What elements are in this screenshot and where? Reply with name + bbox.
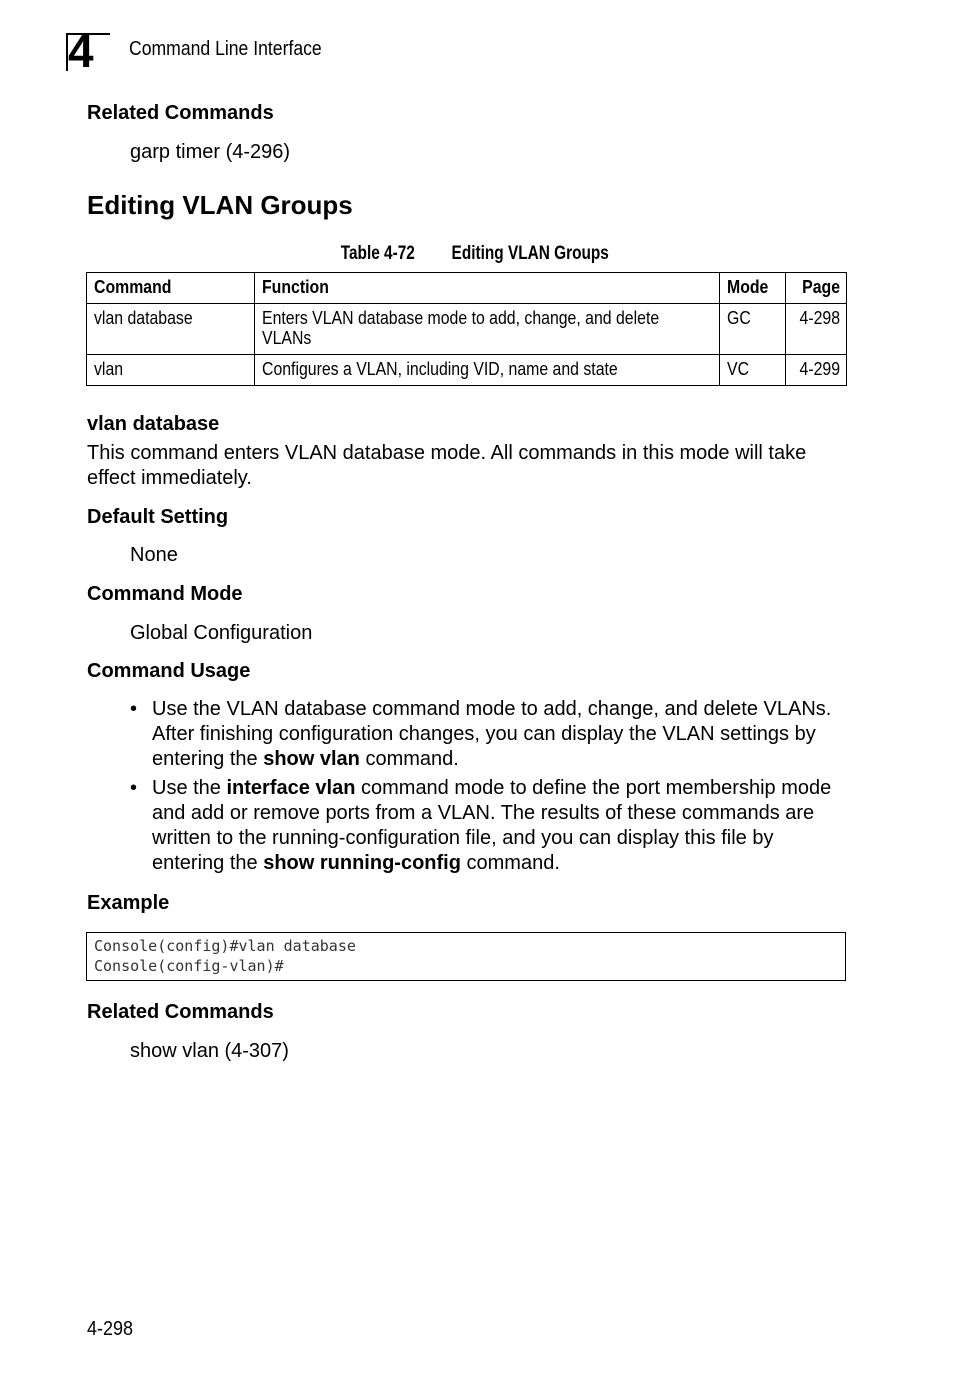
table-row bbox=[87, 304, 847, 355]
table-header-cell: Command bbox=[87, 273, 255, 304]
command-description: This command enters VLAN database mode. All commands in this mode will take effect immediately. bbox=[87, 442, 807, 489]
code-example bbox=[86, 932, 846, 981]
command-usage-list bbox=[130, 697, 850, 880]
table-caption-number: Table 4-72 bbox=[340, 243, 415, 264]
table-cell-function: Enters VLAN database mode to add, change, and delete VLANs bbox=[255, 304, 720, 355]
table-cell-command: vlan bbox=[87, 355, 255, 386]
table-header-cell: Function bbox=[255, 273, 720, 304]
table-row bbox=[87, 355, 847, 386]
list-item: • Use the interface vlan command mode to define the port membership mode and add or remove ports from a VLAN. The results of these commands are written to the running-configuration file, and you can display this file by entering the show running-config command. bbox=[130, 776, 850, 876]
related-command-link: garp timer (4-296) bbox=[130, 141, 291, 163]
running-title: Command Line Interface bbox=[129, 38, 322, 60]
table-cell-page: 4-299 bbox=[785, 355, 846, 386]
table-header-cell: Page bbox=[785, 273, 846, 304]
table-caption-title: Editing VLAN Groups bbox=[451, 243, 609, 264]
related-commands-heading: Related Commands bbox=[87, 102, 274, 124]
code-line: Console(config-vlan)# bbox=[94, 957, 284, 975]
default-setting-value: None bbox=[130, 544, 178, 566]
related-commands-heading: Related Commands bbox=[87, 1001, 274, 1023]
related-command-link: show vlan (4-307) bbox=[130, 1040, 289, 1062]
table-caption bbox=[0, 243, 954, 265]
chapter-number: 4 bbox=[68, 25, 92, 77]
command-usage-heading: Command Usage bbox=[87, 660, 251, 682]
table-header-cell: Mode bbox=[720, 273, 786, 304]
table-header-row bbox=[87, 273, 847, 304]
page-number: 4-298 bbox=[87, 1318, 134, 1340]
command-table bbox=[86, 272, 847, 386]
table-cell-command: vlan database bbox=[87, 304, 255, 355]
table-cell-page: 4-298 bbox=[785, 304, 846, 355]
command-mode-value: Global Configuration bbox=[130, 622, 313, 644]
table-cell-mode: GC bbox=[720, 304, 786, 355]
list-item: • Use the VLAN database command mode to add, change, and delete VLANs. After finishing configuration changes, you can display the VLAN settings by entering the show vlan command. bbox=[130, 697, 850, 772]
section-title: Editing VLAN Groups bbox=[87, 190, 353, 220]
table-cell-mode: VC bbox=[720, 355, 786, 386]
code-line: Console(config)#vlan database bbox=[94, 937, 356, 955]
example-heading: Example bbox=[87, 892, 170, 914]
command-title: vlan database bbox=[87, 413, 220, 435]
command-mode-heading: Command Mode bbox=[87, 583, 243, 605]
default-setting-heading: Default Setting bbox=[87, 506, 229, 528]
table-cell-function: Configures a VLAN, including VID, name and state bbox=[255, 355, 720, 386]
